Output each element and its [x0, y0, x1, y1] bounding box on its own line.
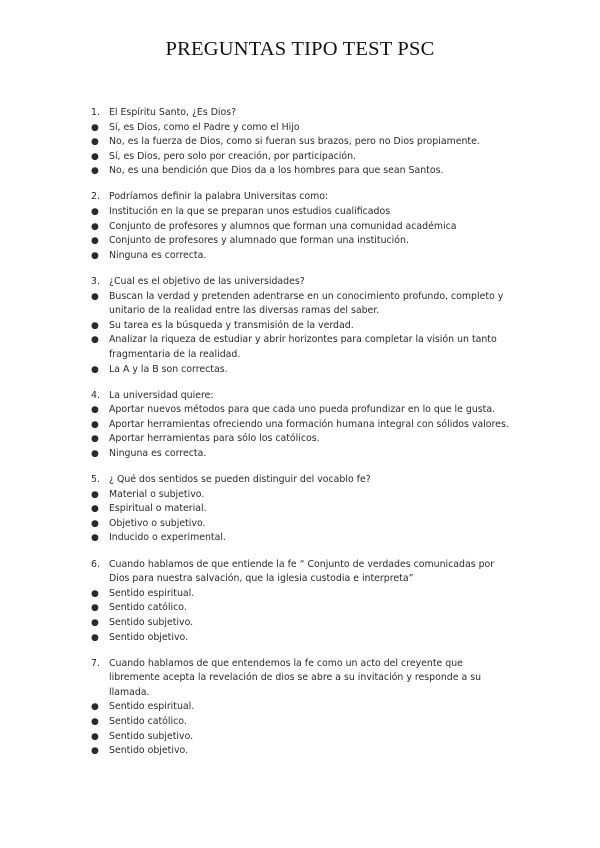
answer-option-text: Inducido o experimental. — [109, 532, 226, 544]
answer-option-text: Su tarea es la búsqueda y transmisión de la verdad. — [109, 319, 354, 331]
question-number: 2. — [91, 191, 100, 203]
question-stem: Cuando hablamos de que entiende la fe “ Conjunto de verdades comunicadas por Dios para nuestra salvación, que la iglesia custodia e interpreta” — [109, 558, 495, 585]
answer-option — [90, 488, 510, 503]
bullet-icon: ● — [91, 137, 99, 148]
bullet-icon: ● — [91, 434, 99, 445]
bullet-icon: ● — [91, 746, 99, 757]
bullet-icon: ● — [91, 632, 99, 643]
question-4 — [90, 389, 510, 462]
answer-option — [90, 319, 510, 334]
question-number: 4. — [91, 389, 100, 401]
bullet-icon: ● — [91, 504, 99, 515]
bullet-icon: ● — [91, 122, 99, 133]
answer-option-text: Sí, es Dios, pero solo por creación, por participación. — [109, 150, 357, 162]
answer-option — [90, 700, 510, 715]
question-number: 5. — [91, 474, 100, 486]
answer-option-text: Sí, es Dios, como el Padre y como el Hijo — [109, 121, 300, 133]
answer-option — [90, 631, 510, 646]
question-stem: Podríamos definir la palabra Universitas como: — [109, 191, 329, 203]
bullet-icon: ● — [91, 518, 99, 529]
answer-option — [90, 730, 510, 745]
question-text — [90, 473, 510, 488]
question-5 — [90, 473, 510, 546]
answer-option-text: La A y la B son correctas. — [109, 363, 228, 375]
question-number: 7. — [91, 657, 100, 669]
answer-option — [90, 447, 510, 462]
answer-option-text: Aportar nuevos métodos para que cada uno pueda profundizar en lo que le gusta. — [109, 404, 496, 416]
question-3 — [90, 275, 510, 377]
answer-option — [90, 517, 510, 532]
answer-option-text: Sentido católico. — [109, 715, 187, 727]
bullet-icon: ● — [91, 533, 99, 544]
answer-option-text: Conjunto de profesores y alumnado que forman una institución. — [109, 235, 409, 247]
page-title: PREGUNTAS TIPO TEST PSC — [165, 38, 435, 60]
answer-option-text: Sentido subjetivo. — [109, 730, 194, 742]
bullet-icon: ● — [91, 448, 99, 459]
question-text — [90, 657, 510, 701]
bullet-icon: ● — [91, 588, 99, 599]
bullet-icon: ● — [91, 207, 99, 218]
answer-option — [90, 616, 510, 631]
answer-option-text: Sentido católico. — [109, 602, 187, 614]
answer-option-text: Ninguna es correcta. — [109, 249, 207, 261]
answer-option — [90, 363, 510, 378]
answer-option-text: Sentido espiritual. — [109, 701, 195, 713]
bullet-icon: ● — [91, 702, 99, 713]
answer-option — [90, 220, 510, 235]
answer-option-text: Buscan la verdad y pretenden adentrarse en un conocimiento profundo, completo y unitario de la realidad entre las diversas ramas del saber. — [109, 290, 504, 317]
question-7 — [90, 657, 510, 759]
question-stem: La universidad quiere: — [109, 389, 214, 401]
answer-option-text: No, es una bendición que Dios da a los hombres para que sean Santos. — [109, 165, 444, 177]
answer-option — [90, 249, 510, 264]
answer-option — [90, 333, 510, 362]
answer-option-text: Analizar la riqueza de estudiar y abrir horizontes para completar la visión un tanto fragmentaria de la realidad. — [109, 334, 497, 360]
bullet-icon: ● — [91, 151, 99, 162]
bullet-icon: ● — [91, 320, 99, 331]
question-stem: ¿Cual es el objetivo de las universidades? — [109, 275, 305, 287]
answer-option — [90, 418, 510, 433]
answer-option-text: Sentido objetivo. — [109, 745, 189, 757]
bullet-icon: ● — [91, 250, 99, 261]
question-text — [90, 190, 510, 205]
bullet-icon: ● — [91, 221, 99, 232]
answer-option — [90, 601, 510, 616]
answer-option-text: Espiritual o material. — [109, 503, 207, 515]
bullet-icon: ● — [91, 731, 99, 742]
bullet-icon: ● — [91, 716, 99, 727]
question-text — [90, 106, 510, 121]
answer-option — [90, 432, 510, 447]
answer-option-text: Sentido espiritual. — [109, 587, 195, 599]
answer-option — [90, 502, 510, 517]
answer-option-text: Aportar herramientas ofreciendo una formación humana integral con sólidos valores. — [109, 418, 509, 430]
answer-option-text: Aportar herramientas para sólo los católicos. — [109, 433, 320, 445]
answer-option — [90, 403, 510, 418]
question-number: 1. — [91, 107, 100, 118]
question-stem: ¿ Qué dos sentidos se pueden distinguir del vocablo fe? — [109, 474, 371, 486]
bullet-icon: ● — [91, 291, 99, 302]
bullet-icon: ● — [91, 236, 99, 247]
answer-option — [90, 164, 510, 179]
answer-option-text: Material o subjetivo. — [109, 488, 205, 500]
question-6 — [90, 558, 510, 646]
answer-option-text: Ninguna es correcta. — [109, 447, 207, 459]
answer-option — [90, 744, 510, 759]
answer-option-text: Sentido objetivo. — [109, 631, 189, 643]
answer-option — [90, 121, 510, 136]
answer-option — [90, 290, 510, 319]
question-stem: El Espíritu Santo, ¿Es Dios? — [109, 107, 237, 118]
question-2 — [90, 190, 510, 263]
answer-option — [90, 531, 510, 546]
answer-option-text: Sentido subjetivo. — [109, 616, 194, 628]
bullet-icon: ● — [91, 166, 99, 177]
answer-option — [90, 715, 510, 730]
bullet-icon: ● — [91, 364, 99, 375]
question-text — [90, 389, 510, 404]
answer-option — [90, 587, 510, 602]
answer-option-text: No, es la fuerza de Dios, como si fueran sus brazos, pero no Dios propiamente. — [109, 136, 480, 148]
question-1 — [90, 106, 510, 179]
answer-option-text: Objetivo o subjetivo. — [109, 517, 206, 529]
answer-option-text: Institución en la que se preparan unos estudios cualificados — [109, 206, 391, 218]
bullet-icon: ● — [91, 419, 99, 430]
question-number: 6. — [91, 558, 100, 570]
question-text — [90, 558, 510, 587]
question-stem: Cuando hablamos de que entendemos la fe como un acto del creyente que libremente acepta la revelación de dios se abre a su invitación y responde a su llamada. — [109, 657, 482, 698]
bullet-icon: ● — [91, 405, 99, 416]
answer-option — [90, 135, 510, 150]
question-list — [90, 106, 510, 770]
question-text — [90, 275, 510, 290]
answer-option — [90, 205, 510, 220]
answer-option — [90, 150, 510, 165]
bullet-icon: ● — [91, 489, 99, 500]
bullet-icon: ● — [91, 335, 99, 346]
answer-option-text: Conjunto de profesores y alumnos que forman una comunidad académica — [109, 220, 457, 232]
bullet-icon: ● — [91, 617, 99, 628]
answer-option — [90, 234, 510, 249]
bullet-icon: ● — [91, 603, 99, 614]
question-number: 3. — [91, 275, 100, 287]
